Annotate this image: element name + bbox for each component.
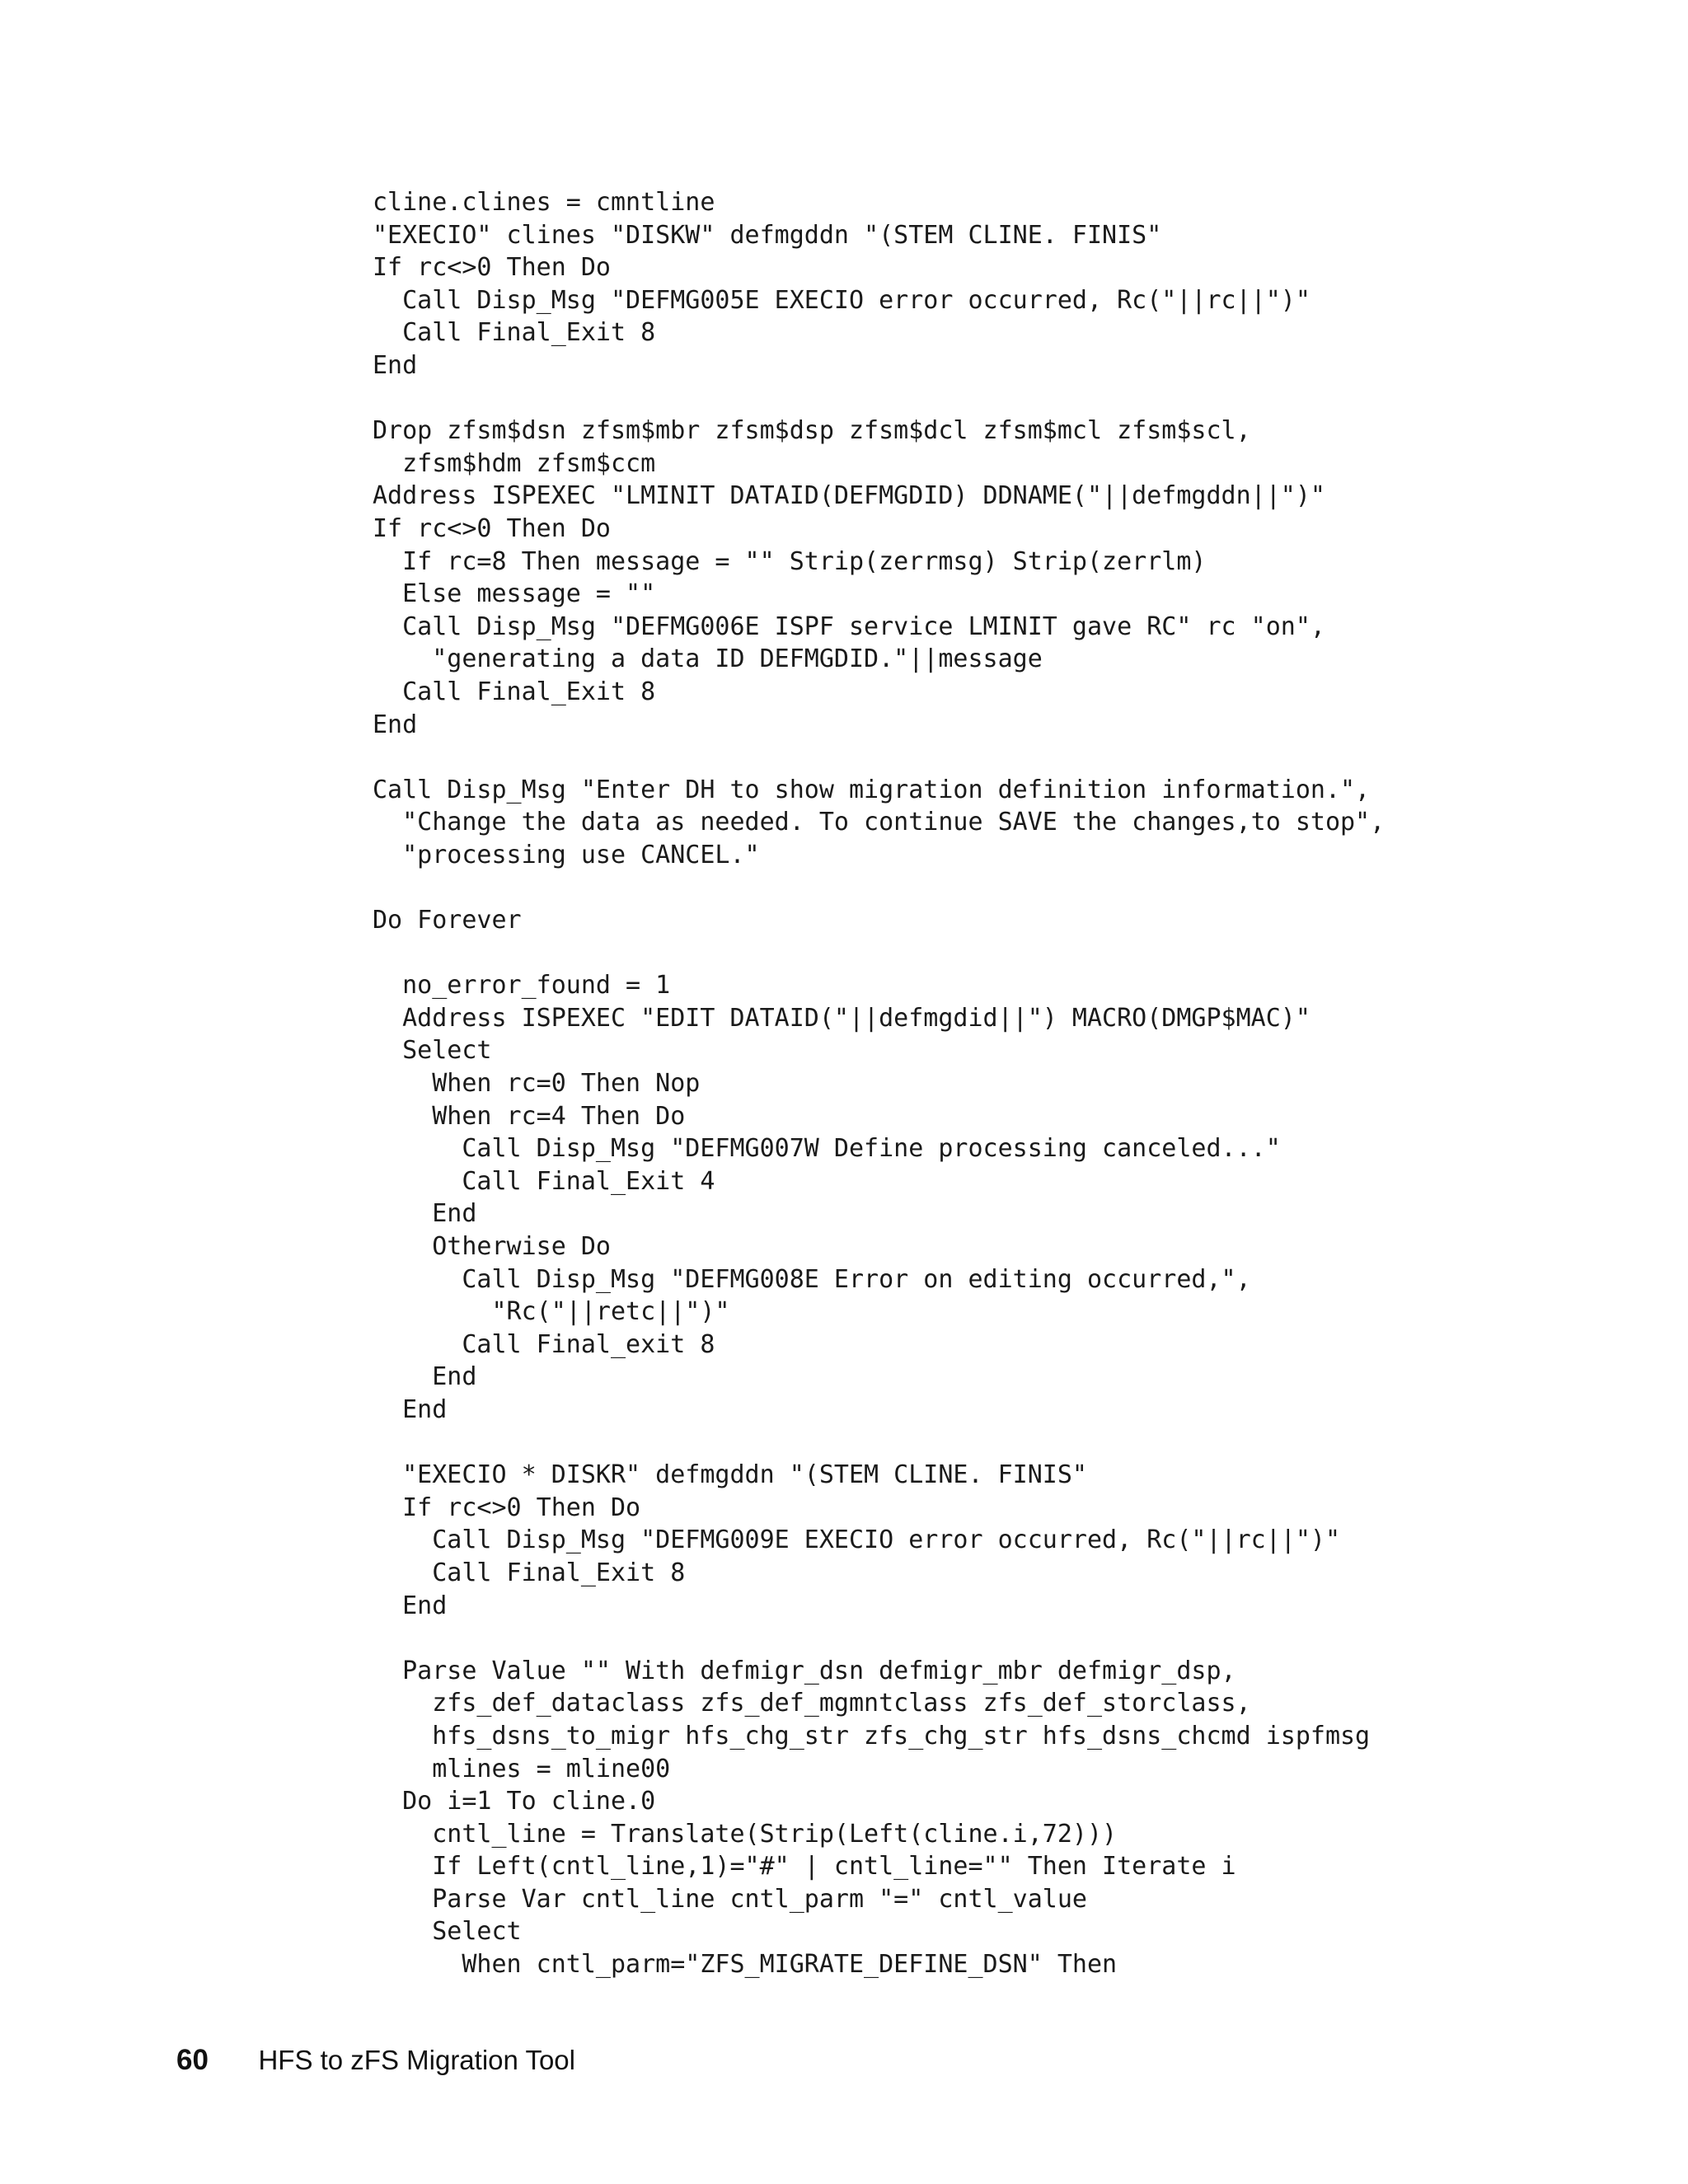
code-line: cline.clines = cmntline [373,188,715,217]
code-listing [373,186,1385,1981]
code-line: Call Final_Exit 4 [373,1166,715,1196]
code-line: When cntl_parm="ZFS_MIGRATE_DEFINE_DSN" Then [373,1950,1118,1980]
code-line: Select [373,1917,522,1947]
page-footer [176,2044,575,2077]
code-line: If rc<>0 Then Do [373,253,611,283]
code-line: Call Disp_Msg "DEFMG005E EXECIO error occurred, Rc("||rc||")" [373,285,1311,315]
code-line: Select [373,1036,492,1066]
code-line: Call Disp_Msg "DEFMG006E ISPF service LMINIT gave RC" rc "on", [373,612,1325,641]
code-line: "EXECIO" clines "DISKW" defmgddn "(STEM CLINE. FINIS" [373,220,1162,250]
code-line: End [373,710,418,739]
code-line: "Change the data as needed. To continue SAVE the changes,to stop", [373,808,1386,837]
code-line: no_error_found = 1 [373,971,671,1001]
code-line: Call Final_Exit 8 [373,677,656,706]
code-line: Call Final_Exit 8 [373,1558,686,1587]
code-line: End [373,1362,477,1392]
code-line: Do i=1 To cline.0 [373,1787,656,1816]
code-line: "Rc("||retc||")" [373,1297,730,1327]
code-line [373,741,1385,774]
code-line [373,937,1385,970]
code-line: "generating a data ID DEFMGDID."||message [373,644,1043,674]
code-line [373,871,1385,904]
code-line: Parse Var cntl_line cntl_parm "=" cntl_value [373,1884,1087,1914]
code-line: If rc<>0 Then Do [373,1493,641,1522]
code-line: Else message = "" [373,579,656,609]
book-title: HFS to zFS Migration Tool [258,2045,575,2075]
code-line: "processing use CANCEL." [373,840,760,869]
code-line: End [373,350,418,380]
code-line: End [373,1591,448,1620]
code-line: zfsm$hdm zfsm$ccm [373,448,656,478]
code-line: Address ISPEXEC "EDIT DATAID("||defmgdid||") MACRO(DMGP$MAC)" [373,1003,1311,1033]
page-number: 60 [176,2044,209,2076]
code-line: hfs_dsns_to_migr hfs_chg_str zfs_chg_str hfs_dsns_chcmd ispfmsg [373,1721,1371,1750]
code-line: When rc=0 Then Nop [373,1069,701,1099]
code-line [373,1427,1385,1460]
code-line: Call Final_exit 8 [373,1329,715,1359]
code-line: "EXECIO * DISKR" defmgddn "(STEM CLINE. FINIS" [373,1460,1087,1490]
code-line: End [373,1394,448,1424]
code-line: mlines = mline00 [373,1754,671,1783]
code-line: cntl_line = Translate(Strip(Left(cline.i,72))) [373,1819,1118,1849]
code-line: If Left(cntl_line,1)="#" | cntl_line="" Then Iterate i [373,1852,1236,1882]
code-line: Parse Value "" With defmigr_dsn defmigr_mbr defmigr_dsp, [373,1656,1236,1685]
code-line: Call Disp_Msg "DEFMG007W Define processing canceled..." [373,1134,1281,1164]
code-line: Otherwise Do [373,1232,611,1261]
code-line: Do Forever [373,906,522,935]
code-line: Call Disp_Msg "Enter DH to show migration definition information.", [373,775,1371,804]
code-line: Call Final_Exit 8 [373,318,656,348]
code-line: End [373,1199,477,1229]
code-line: When rc=4 Then Do [373,1101,686,1131]
code-line: If rc<>0 Then Do [373,513,611,543]
code-line: Call Disp_Msg "DEFMG008E Error on editing occurred,", [373,1264,1251,1294]
code-line: Address ISPEXEC "LMINIT DATAID(DEFMGDID) DDNAME("||defmgddn||")" [373,481,1325,511]
code-line: zfs_def_dataclass zfs_def_mgmntclass zfs_def_storclass, [373,1689,1251,1718]
code-line: Call Disp_Msg "DEFMG009E EXECIO error occurred, Rc("||rc||")" [373,1526,1340,1555]
code-line [373,1622,1385,1655]
code-line: Drop zfsm$dsn zfsm$mbr zfsm$dsp zfsm$dcl zfsm$mcl zfsm$scl, [373,416,1251,446]
code-line: If rc=8 Then message = "" Strip(zerrmsg) Strip(zerrlm) [373,546,1207,576]
code-line [373,382,1385,415]
